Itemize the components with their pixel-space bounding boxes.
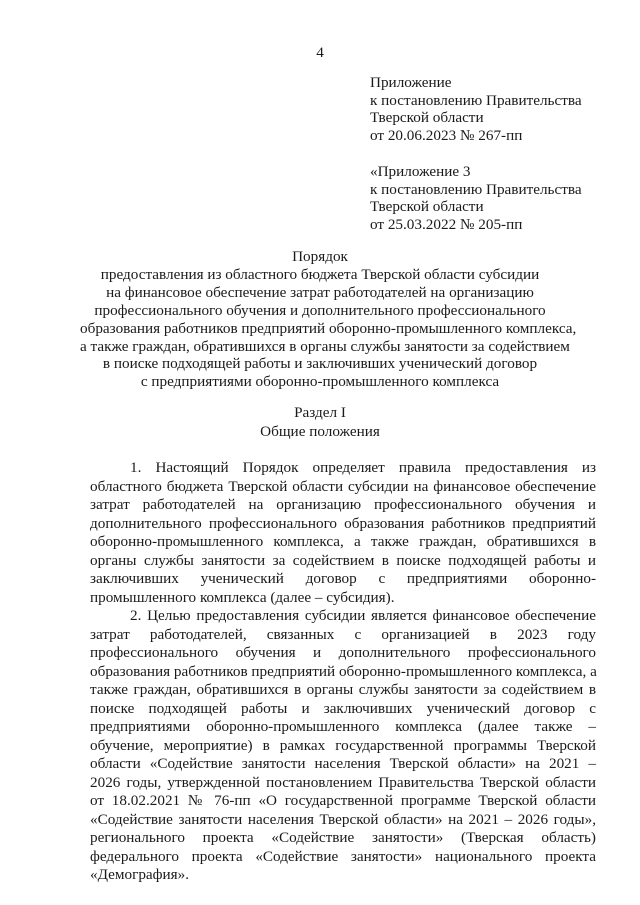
paragraph-line: федерального проекта «Содействие занятости» национального проекта [90,847,596,865]
paragraph-2 [90,607,596,885]
paragraph-line: органы службы занятости за содействием в поиске подходящей работы и [90,551,596,569]
appendix-line: к постановлению Правительства [370,180,582,198]
document-body [90,459,596,885]
paragraph-line: обучение, мероприятие) в рамках государственной программы Тверской [90,736,596,754]
paragraph-line: поиске подходящей работы и заключивших ученический договор с [90,699,596,717]
section-name: Общие положения [260,423,380,440]
appendix-line: Тверской области [370,198,484,216]
paragraph-line: оборонно-промышленного комплекса, а также граждан, обратившихся в [90,533,596,550]
paragraph-line: также граждан, обратившихся в органы службы занятости за содействием в [90,681,596,698]
paragraph-line: 1. Настоящий Порядок определяет правила предоставления из [130,459,596,476]
paragraph-line: профессионального обучения и дополнительного профессионального [90,644,596,661]
paragraph-line: образования работников предприятий оборонно-промышленного комплекса, а [90,662,597,680]
title-line: Порядок [292,248,348,265]
title-line: с предприятиями оборонно-промышленного комплекса [140,373,500,391]
paragraph-line: регионального проекта «Содействие занятости» (Тверская область) [90,829,596,846]
appendix-line: к постановлению Правительства [370,91,582,109]
paragraph-line: затрат работодателей на организацию профессионального обучения и [90,496,596,513]
title-line: в поиске подходящей работы и заключивших ученический договор [102,355,538,373]
paragraph-line: «Содействие занятости населения Тверской области» на 2021 – 2026 годы», [90,810,596,828]
paragraph-line: предприятиями оборонно-промышленного комплекса (далее также – [90,718,596,735]
title-line: предоставления из областного бюджета Тверской области субсидии [100,265,540,283]
page-number: 4 [316,44,324,61]
paragraph-line: промышленного комплекса (далее – субсидия). [90,588,395,606]
document-title [80,248,577,391]
appendix-line: от 20.06.2023 № 267-пп [370,126,523,144]
appendix-line: от 25.03.2022 № 205-пп [370,215,523,233]
appendix-amended-header [370,163,582,233]
appendix-current-header [370,74,582,144]
appendix-line: Приложение [370,74,452,91]
section-number: Раздел I [294,404,346,421]
paragraph-line: «Демография». [90,866,189,883]
paragraph-line: затрат работодателей, связанных с организацией в 2023 году [90,625,596,643]
title-line: профессионального обучения и дополнительного профессионального [94,301,546,319]
appendix-line: Тверской области [370,109,484,127]
title-line: на финансовое обеспечение затрат работодателей на организацию [106,283,534,301]
paragraph-line: областного бюджета Тверской области субсидии на финансовое обеспечение [90,477,596,495]
paragraph-line: 2026 годы, утвержденной постановлением Правительства Тверской области [90,773,596,791]
title-line: а также граждан, обратившихся в органы службы занятости за содействием [80,337,570,355]
paragraph-line: от 18.02.2021 № 76-пп «О государственной программе Тверской области [90,792,596,809]
paragraph-line: области «Содействие занятости населения Тверской области» на 2021 – [90,755,596,772]
paragraph-line: заключивших ученический договор с предприятиями оборонно- [90,570,596,587]
paragraph-line: дополнительного профессионального образования работников предприятий [90,514,596,532]
paragraph-line: 2. Целью предоставления субсидии является финансовое обеспечение [130,607,596,624]
title-line: образования работников предприятий оборонно-промышленного комплекса, [80,319,577,337]
paragraph-1 [90,459,596,607]
section-heading [0,403,640,441]
appendix-line: «Приложение 3 [370,163,471,180]
